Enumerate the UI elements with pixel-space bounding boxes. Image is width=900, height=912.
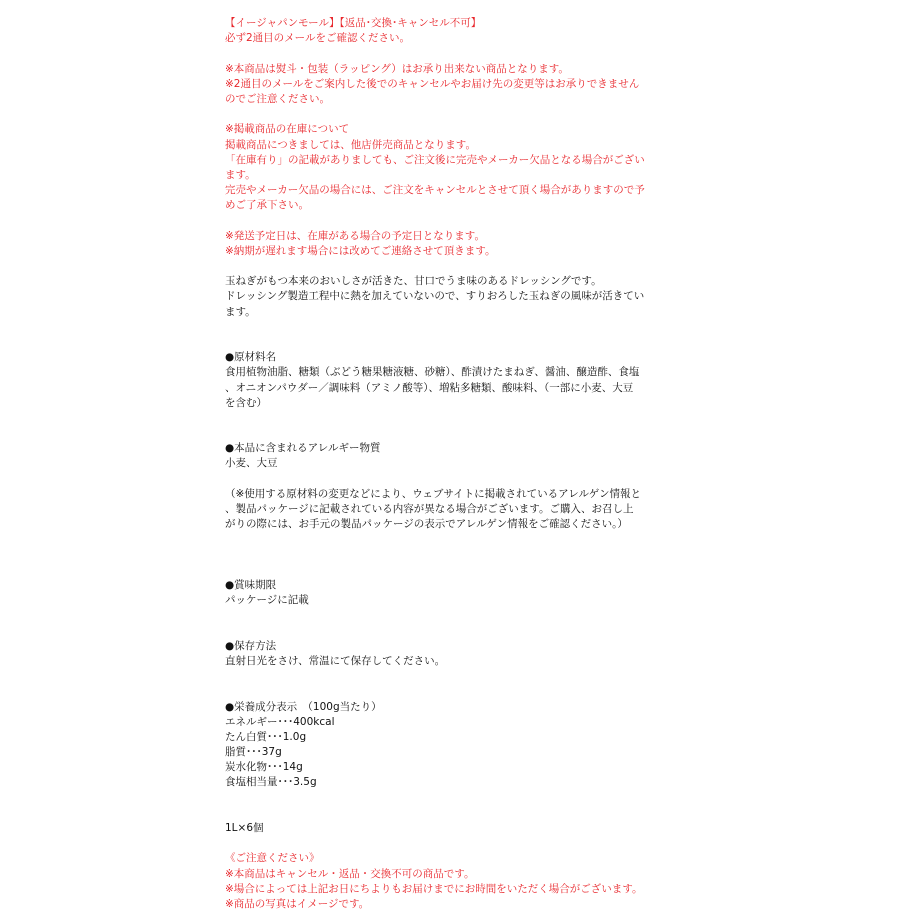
notice-line: ※納期が遅れます場合には改めてご連絡させて頂きます。 [225, 244, 496, 257]
notice-shipping [225, 229, 645, 259]
description-line: ドレッシング製造工程中に熱を加えていないので、すりおろした玉ねぎの風味が活きてい [225, 290, 645, 303]
allergy-section [225, 441, 645, 471]
section-heading: ●栄養成分表示 （100g当たり） [225, 700, 382, 713]
notice-stock [225, 122, 645, 213]
notice-line: 完売やメーカー欠品の場合には、ご注文をキャンセルとさせて頂く場合がありますので予 [225, 184, 645, 197]
ingredients-section [225, 350, 645, 411]
notice-line: 《ご注意ください》 [225, 852, 320, 865]
notice-bottom [225, 851, 645, 912]
notice-line: ※本商品はキャンセル・返品・交換不可の商品です。 [225, 867, 475, 880]
expiry-section [225, 578, 645, 608]
product-summary [225, 274, 645, 320]
ingredients-line: 、オニオンパウダー／調味料（アミノ酸等）、増粘多糖類、酸味料、（一部に小麦、大豆 [225, 381, 634, 394]
section-heading: ●本品に含まれるアレルギー物質 [225, 442, 381, 455]
nutrition-row: 炭水化物･･･14g [225, 761, 303, 774]
notice-line: ます。 [225, 168, 256, 181]
notice-line: ※場合によっては上記お日にちよりもお届けまでにお時間をいただく場合がございます。 [225, 882, 643, 895]
notice-line: ※商品の写真はイメージです。 [225, 897, 370, 910]
allergy-note [225, 487, 645, 533]
notice-line: 必ず2通目のメールをご確認ください。 [225, 32, 410, 45]
ingredients-line: 食用植物油脂、糖類（ぶどう糖果糖液糖、砂糖）、酢漬けたまねぎ、醤油、醸造酢、食塩 [225, 366, 640, 379]
storage-section [225, 639, 645, 669]
nutrition-row: エネルギー･･･400kcal [225, 715, 335, 728]
notice-line: ※掲載商品の在庫について [225, 123, 350, 136]
notice-line: めご了承下さい。 [225, 199, 309, 212]
expiry-value: パッケージに記載 [225, 594, 309, 607]
section-heading: ●賞味期限 [225, 579, 277, 591]
description-line: 玉ねぎがもつ本来のおいしさが活きた、甘口でうま味のあるドレッシングです。 [225, 275, 602, 288]
notice-line: ※本商品は熨斗・包装（ラッピング）はお承り出来ない商品となります。 [225, 62, 569, 75]
nutrition-row: たん白質･･･1.0g [225, 730, 307, 743]
nutrition-section [225, 700, 645, 791]
description-line: ます。 [225, 305, 256, 318]
product-description [225, 16, 645, 912]
nutrition-row: 食塩相当量･･･3.5g [225, 776, 317, 789]
notice-line: 【イージャパンモール】【返品･交換･キャンセル不可】 [225, 17, 482, 29]
notice-top [225, 16, 645, 46]
allergy-value: 小麦、大豆 [225, 457, 278, 470]
notice-line: 「在庫有り」の記載がありましても、ご注文後に完売やメーカー欠品となる場合がござい [225, 153, 645, 166]
notice-line: ※2通目のメールをご案内した後でのキャンセルやお届け先の変更等はお承りできません [225, 77, 640, 90]
allergy-note-line: がりの際には、お手元の製品パッケージの表示でアレルゲン情報をご確認ください。） [225, 518, 628, 531]
notice-line: 掲載商品につきましては、他店併売商品となります。 [225, 138, 476, 151]
package-quantity: 1L×6個 [225, 822, 264, 835]
allergy-note-line: 、製品パッケージに記載されている内容が異なる場合がございます。ご購入、お召し上 [225, 503, 634, 516]
ingredients-line: を含む） [225, 396, 267, 409]
section-heading: ●原材料名 [225, 351, 277, 364]
notice-line: ※発送予定日は、在庫がある場合の予定日となります。 [225, 229, 485, 242]
notice-line: のでご注意ください。 [225, 92, 330, 105]
nutrition-row: 脂質･･･37g [225, 746, 282, 759]
storage-value: 直射日光をさけ、常温にて保存してください。 [225, 654, 446, 667]
notice-wrapping [225, 62, 645, 108]
section-heading: ●保存方法 [225, 639, 277, 652]
allergy-note-line: （※使用する原材料の変更などにより、ウェブサイトに掲載されているアレルゲン情報と [225, 487, 642, 500]
